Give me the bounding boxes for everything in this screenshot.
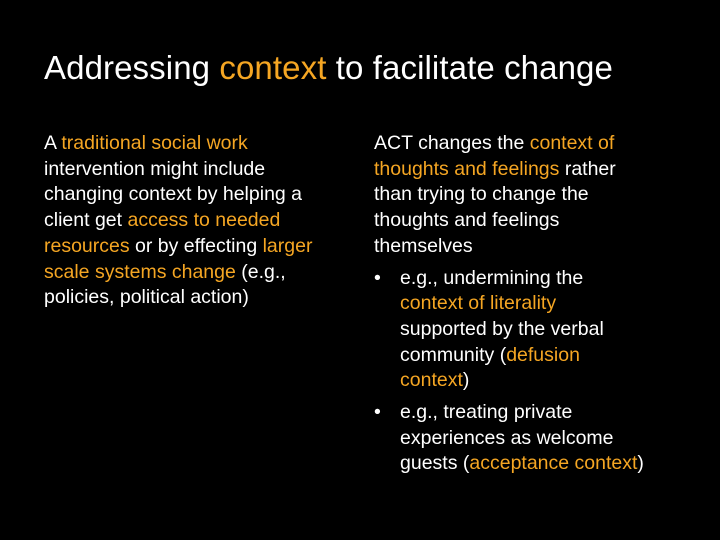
left-line-4-accent: access to needed	[127, 209, 281, 232]
right-line-4-plain: thoughts and feelings	[374, 209, 560, 232]
left-line-1-accent: traditional social work	[61, 132, 248, 154]
bullet2-line-3-plain-end: )	[637, 452, 644, 475]
bullet1-line-4-plain: community (	[400, 343, 507, 366]
left-line-2-plain: intervention might include	[44, 157, 266, 180]
bullet1-line-4-accent: defusion	[506, 343, 580, 366]
bullet2-line-1-plain: e.g., treating private	[400, 401, 573, 424]
left-column-text	[44, 131, 364, 311]
left-line-1	[44, 131, 364, 157]
right-line-5-plain: themselves	[374, 234, 473, 257]
bullet1-line-3	[400, 317, 694, 343]
right-line-3	[374, 182, 694, 208]
title-part-1: Addressing	[44, 49, 220, 86]
left-line-3-plain: changing context by helping a	[44, 183, 303, 206]
left-line-5-plain: or by effecting	[129, 234, 263, 257]
bullet1-line-4	[400, 343, 694, 369]
right-line-3-plain: than trying to change the	[374, 183, 589, 206]
right-line-1	[374, 131, 694, 157]
left-line-6	[44, 260, 364, 286]
left-line-1-plain: A	[44, 132, 62, 154]
left-line-7	[44, 285, 364, 311]
right-line-5	[374, 234, 694, 260]
right-line-1-accent: context of	[529, 132, 615, 154]
left-line-2	[44, 157, 364, 183]
bullet1-line-2-accent: context of literality	[400, 292, 557, 315]
bullet1-line-5	[400, 368, 694, 394]
bullet1-line-2	[400, 291, 694, 317]
right-line-2-accent: thoughts and feelings	[374, 157, 560, 180]
right-line-2	[374, 157, 694, 183]
bullet2-line-2-plain: experiences as welcome	[400, 426, 614, 449]
bullet1-line-5-accent: context	[400, 369, 463, 392]
right-line-1-plain: ACT changes the	[374, 132, 530, 154]
bullet1-line-1	[400, 266, 694, 292]
left-line-6-accent: scale systems change	[44, 260, 236, 283]
title-accent-context: context	[219, 49, 327, 86]
bullet2-line-3-plain: guests (	[400, 452, 470, 475]
left-line-5-accent-tail: larger	[262, 234, 313, 257]
bullet1-line-1-plain: e.g., undermining the	[400, 266, 584, 289]
left-line-3	[44, 182, 364, 208]
left-line-6-plain: (e.g.,	[235, 260, 286, 283]
slide-title	[44, 46, 694, 90]
bullet-acceptance	[374, 400, 694, 477]
right-line-2-plain: rather	[559, 157, 616, 180]
bullet2-line-3-accent: acceptance context	[469, 452, 638, 475]
bullet1-line-5-plain: )	[462, 369, 470, 392]
left-line-4	[44, 208, 364, 234]
bullet1-line-3-plain: supported by the verbal	[400, 317, 604, 340]
bullet-icon: •	[374, 401, 381, 424]
bullet-defusion	[374, 266, 694, 395]
left-line-5-accent: resources	[44, 234, 130, 257]
left-line-5	[44, 234, 364, 260]
bullet-icon: •	[374, 266, 381, 289]
bullet2-line-3	[400, 451, 694, 477]
right-column-text	[374, 131, 694, 477]
bullet2-line-1	[400, 400, 694, 426]
left-line-4-plain: client get	[44, 209, 128, 232]
right-line-4	[374, 208, 694, 234]
bullet2-line-2	[400, 426, 694, 452]
title-part-3: to facilitate change	[326, 49, 613, 86]
left-line-7-plain: policies, political action)	[44, 286, 249, 309]
